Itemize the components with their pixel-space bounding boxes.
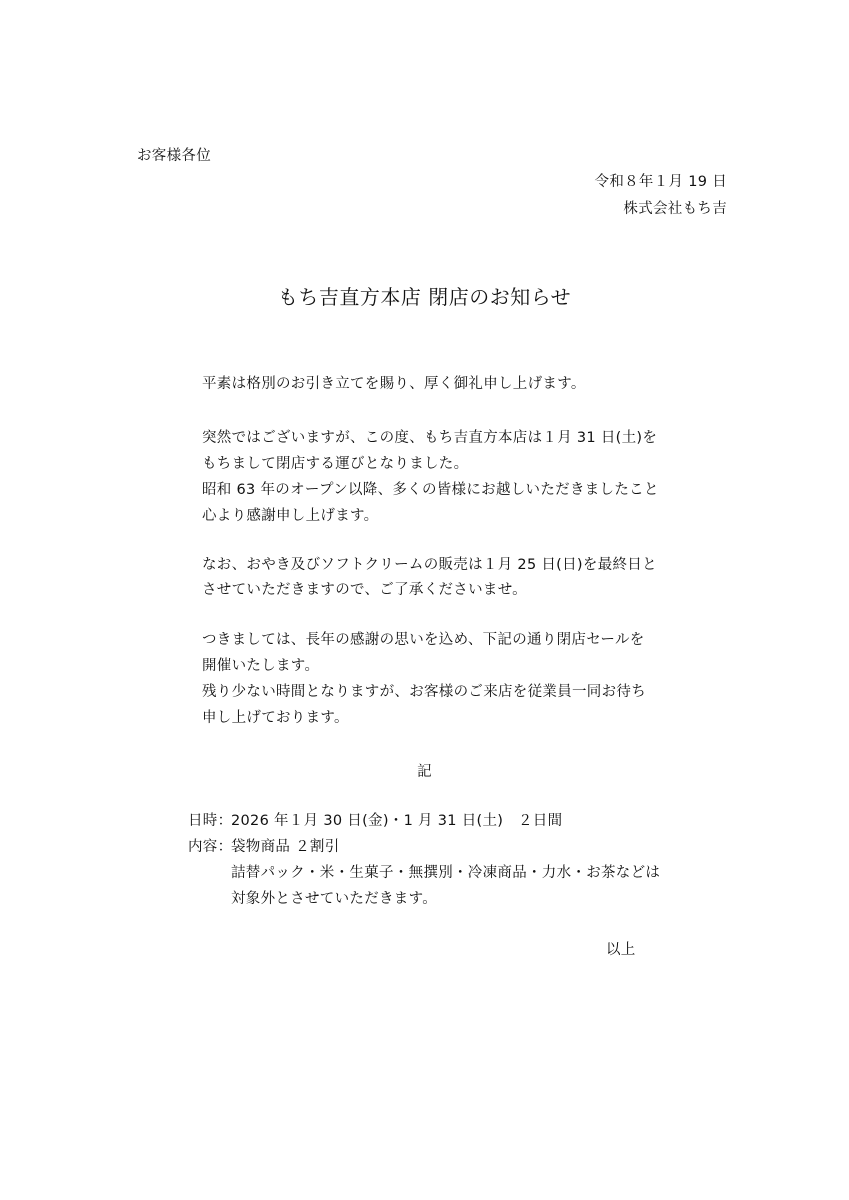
addressee: お客様各位: [137, 148, 211, 164]
closing-mark: 以上: [606, 942, 636, 958]
sales-end-paragraph-line-2: させていただきますので、ご了承くださいませ。: [202, 582, 527, 598]
page-title: もち吉直方本店 閉店のお知らせ: [277, 285, 572, 309]
closure-paragraph-line-1: 突然ではございますが、この度、もち吉直方本店は１月 31 日(土)を: [202, 430, 658, 446]
sale-paragraph-line-2: 開催いたします。: [202, 658, 320, 674]
closure-paragraph-line-2: もちまして閉店する運びとなりました。: [202, 456, 469, 472]
sales-end-paragraph-line-1: なお、おやき及びソフトクリームの販売は１月 25 日(日)を最終日と: [202, 557, 657, 573]
sale-paragraph-line-1: つきましては、長年の感謝の思いを込め、下記の通り閉店セールを: [202, 632, 645, 648]
company-name: 株式会社もち吉: [623, 201, 727, 217]
closure-paragraph-line-3: 昭和 63 年のオープン以降、多くの皆様にお越しいただきましたこと: [202, 482, 659, 498]
notice-date: 令和８年１月 19 日: [594, 174, 727, 190]
datetime-label: 日時：: [188, 813, 233, 829]
datetime-value: 2026 年１月 30 日(金)・1 月 31 日(土) ２日間: [231, 813, 563, 829]
greeting-paragraph: 平素は格別のお引き立てを賜り、厚く御礼申し上げます。: [202, 376, 586, 392]
closure-paragraph-line-4: 心より感謝申し上げます。: [202, 508, 379, 524]
sale-paragraph-line-3: 残り少ない時間となりますが、お客様のご来店を従業員一同お待ち: [202, 684, 646, 700]
content-label: 内容：: [188, 839, 233, 855]
sale-paragraph-line-4: 申し上げております。: [202, 710, 349, 726]
content-note-line-2: 対象外とさせていただきます。: [231, 891, 438, 907]
content-value: 袋物商品 ２割引: [231, 839, 340, 855]
content-note-line-1: 詰替パック・米・生菓子・無撰別・冷凍商品・力水・お茶などは: [231, 865, 661, 881]
ki-heading: 記: [417, 764, 432, 780]
